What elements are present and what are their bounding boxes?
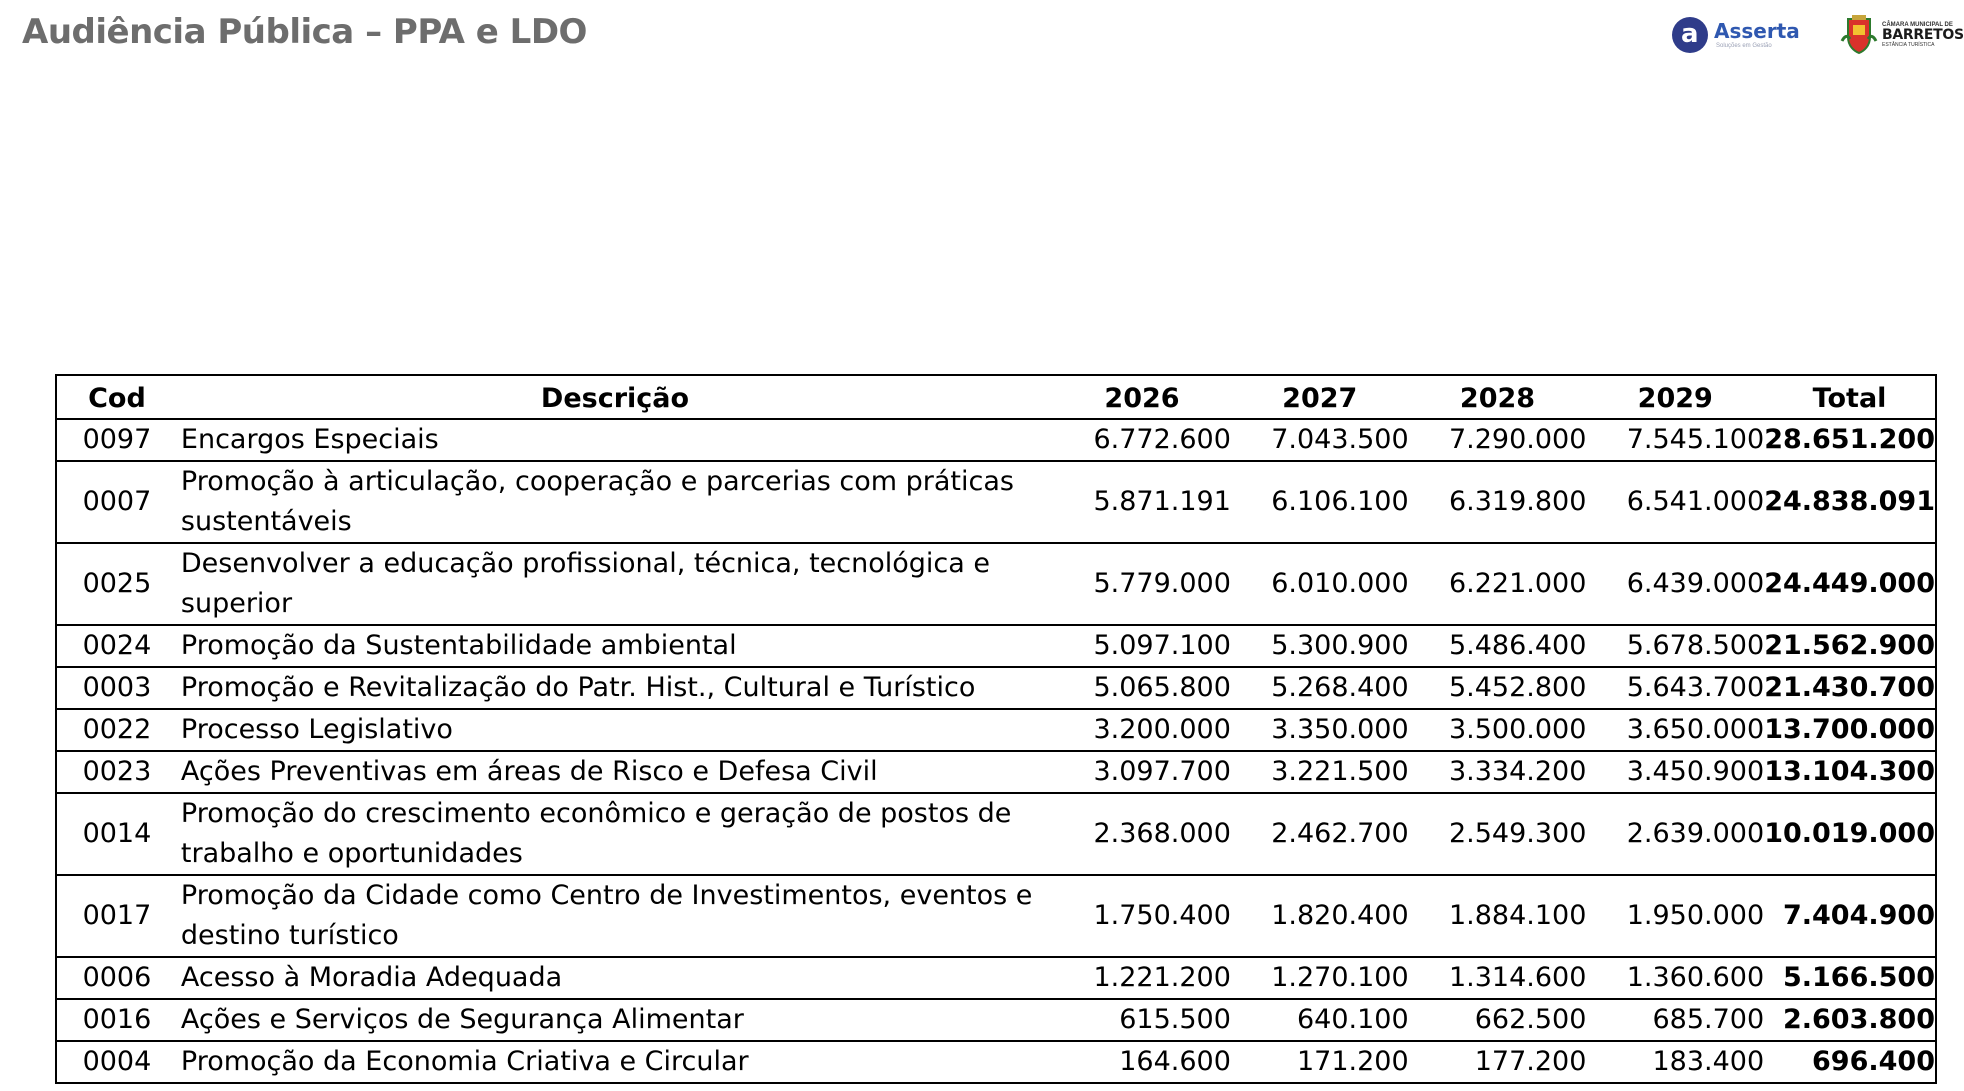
- header-cod: Cod: [56, 375, 177, 419]
- table-row: [56, 1041, 1936, 1083]
- cell-2027: 1.820.400: [1231, 875, 1409, 957]
- cell-2028: 1.314.600: [1409, 957, 1587, 999]
- cell-desc: Encargos Especiais: [177, 419, 1053, 461]
- table-row: [56, 461, 1936, 543]
- table-row: [56, 751, 1936, 793]
- cell-desc: Promoção à articulação, cooperação e parcerias com práticas sustentáveis: [177, 461, 1053, 543]
- barretos-logo: [1840, 14, 1964, 56]
- cell-total: 10.019.000: [1764, 793, 1936, 875]
- cell-desc: Promoção e Revitalização do Patr. Hist., Cultural e Turístico: [177, 667, 1053, 709]
- barretos-crest-icon: [1840, 15, 1878, 55]
- cell-2029: 3.650.000: [1586, 709, 1764, 751]
- cell-desc: Ações e Serviços de Segurança Alimentar: [177, 999, 1053, 1041]
- cell-2026: 2.368.000: [1053, 793, 1231, 875]
- cell-2028: 5.452.800: [1409, 667, 1587, 709]
- cell-2028: 5.486.400: [1409, 625, 1587, 667]
- cell-total: 21.430.700: [1764, 667, 1936, 709]
- cell-2029: 7.545.100: [1586, 419, 1764, 461]
- cell-desc: Promoção da Economia Criativa e Circular: [177, 1041, 1053, 1083]
- cell-total: 5.166.500: [1764, 957, 1936, 999]
- cell-2026: 3.200.000: [1053, 709, 1231, 751]
- cell-2026: 1.221.200: [1053, 957, 1231, 999]
- cell-cod: 0004: [56, 1041, 177, 1083]
- cell-total: 13.700.000: [1764, 709, 1936, 751]
- cell-total: 13.104.300: [1764, 751, 1936, 793]
- asserta-logo-tagline: Soluções em Gestão: [1716, 43, 1772, 49]
- cell-2026: 3.097.700: [1053, 751, 1231, 793]
- cell-2027: 3.221.500: [1231, 751, 1409, 793]
- asserta-logo-icon: [1672, 17, 1708, 53]
- table-row: [56, 667, 1936, 709]
- cell-2028: 662.500: [1409, 999, 1587, 1041]
- cell-2028: 3.334.200: [1409, 751, 1587, 793]
- cell-total: 24.838.091: [1764, 461, 1936, 543]
- cell-desc: Acesso à Moradia Adequada: [177, 957, 1053, 999]
- cell-total: 24.449.000: [1764, 543, 1936, 625]
- cell-total: 696.400: [1764, 1041, 1936, 1083]
- cell-2029: 6.439.000: [1586, 543, 1764, 625]
- barretos-logo-line3: ESTÂNCIA TURÍSTICA: [1882, 42, 1935, 48]
- cell-2027: 6.010.000: [1231, 543, 1409, 625]
- page-title: Audiência Pública – PPA e LDO: [22, 12, 587, 52]
- header-descricao: Descrição: [177, 375, 1053, 419]
- cell-2026: 164.600: [1053, 1041, 1231, 1083]
- table-row: [56, 875, 1936, 957]
- cell-2027: 5.300.900: [1231, 625, 1409, 667]
- cell-2026: 1.750.400: [1053, 875, 1231, 957]
- cell-2027: 2.462.700: [1231, 793, 1409, 875]
- cell-cod: 0022: [56, 709, 177, 751]
- header-2026: 2026: [1053, 375, 1231, 419]
- cell-2028: 6.221.000: [1409, 543, 1587, 625]
- cell-2028: 6.319.800: [1409, 461, 1587, 543]
- cell-2029: 3.450.900: [1586, 751, 1764, 793]
- cell-2029: 183.400: [1586, 1041, 1764, 1083]
- cell-2026: 6.772.600: [1053, 419, 1231, 461]
- cell-2027: 3.350.000: [1231, 709, 1409, 751]
- cell-2028: 1.884.100: [1409, 875, 1587, 957]
- cell-2029: 5.643.700: [1586, 667, 1764, 709]
- asserta-logo-name: Asserta: [1714, 19, 1800, 43]
- cell-2027: 171.200: [1231, 1041, 1409, 1083]
- cell-2029: 685.700: [1586, 999, 1764, 1041]
- cell-cod: 0023: [56, 751, 177, 793]
- cell-2028: 177.200: [1409, 1041, 1587, 1083]
- cell-cod: 0097: [56, 419, 177, 461]
- table-row: [56, 957, 1936, 999]
- cell-2029: 2.639.000: [1586, 793, 1764, 875]
- header-total: Total: [1764, 375, 1936, 419]
- cell-2026: 5.779.000: [1053, 543, 1231, 625]
- cell-2026: 5.065.800: [1053, 667, 1231, 709]
- table-row: [56, 793, 1936, 875]
- cell-2026: 5.097.100: [1053, 625, 1231, 667]
- cell-cod: 0014: [56, 793, 177, 875]
- barretos-logo-line1: CÂMARA MUNICIPAL DE: [1882, 22, 1953, 28]
- cell-total: 7.404.900: [1764, 875, 1936, 957]
- table-row: [56, 543, 1936, 625]
- cell-desc: Promoção do crescimento econômico e geração de postos de trabalho e oportunidades: [177, 793, 1053, 875]
- cell-total: 28.651.200: [1764, 419, 1936, 461]
- cell-cod: 0025: [56, 543, 177, 625]
- cell-2027: 7.043.500: [1231, 419, 1409, 461]
- table-row: [56, 709, 1936, 751]
- table-row: [56, 625, 1936, 667]
- cell-2027: 5.268.400: [1231, 667, 1409, 709]
- cell-cod: 0024: [56, 625, 177, 667]
- cell-2027: 6.106.100: [1231, 461, 1409, 543]
- table-row: [56, 419, 1936, 461]
- cell-desc: Ações Preventivas em áreas de Risco e Defesa Civil: [177, 751, 1053, 793]
- cell-2028: 3.500.000: [1409, 709, 1587, 751]
- cell-desc: Promoção da Sustentabilidade ambiental: [177, 625, 1053, 667]
- cell-cod: 0017: [56, 875, 177, 957]
- header-2027: 2027: [1231, 375, 1409, 419]
- cell-cod: 0003: [56, 667, 177, 709]
- table-row: [56, 999, 1936, 1041]
- cell-cod: 0006: [56, 957, 177, 999]
- cell-2026: 5.871.191: [1053, 461, 1231, 543]
- barretos-logo-name: BARRETOS: [1882, 27, 1964, 43]
- asserta-logo: [1672, 14, 1800, 56]
- cell-2029: 6.541.000: [1586, 461, 1764, 543]
- budget-table: [55, 374, 1937, 1084]
- cell-2029: 1.950.000: [1586, 875, 1764, 957]
- cell-total: 21.562.900: [1764, 625, 1936, 667]
- cell-2029: 1.360.600: [1586, 957, 1764, 999]
- cell-2026: 615.500: [1053, 999, 1231, 1041]
- cell-2028: 7.290.000: [1409, 419, 1587, 461]
- cell-desc: Desenvolver a educação profissional, técnica, tecnológica e superior: [177, 543, 1053, 625]
- cell-2029: 5.678.500: [1586, 625, 1764, 667]
- table-header-row: [56, 375, 1936, 419]
- cell-2027: 640.100: [1231, 999, 1409, 1041]
- cell-cod: 0007: [56, 461, 177, 543]
- header-2028: 2028: [1409, 375, 1587, 419]
- cell-desc: Processo Legislativo: [177, 709, 1053, 751]
- cell-desc: Promoção da Cidade como Centro de Investimentos, eventos e destino turístico: [177, 875, 1053, 957]
- header-2029: 2029: [1586, 375, 1764, 419]
- cell-2028: 2.549.300: [1409, 793, 1587, 875]
- cell-cod: 0016: [56, 999, 177, 1041]
- cell-2027: 1.270.100: [1231, 957, 1409, 999]
- cell-total: 2.603.800: [1764, 999, 1936, 1041]
